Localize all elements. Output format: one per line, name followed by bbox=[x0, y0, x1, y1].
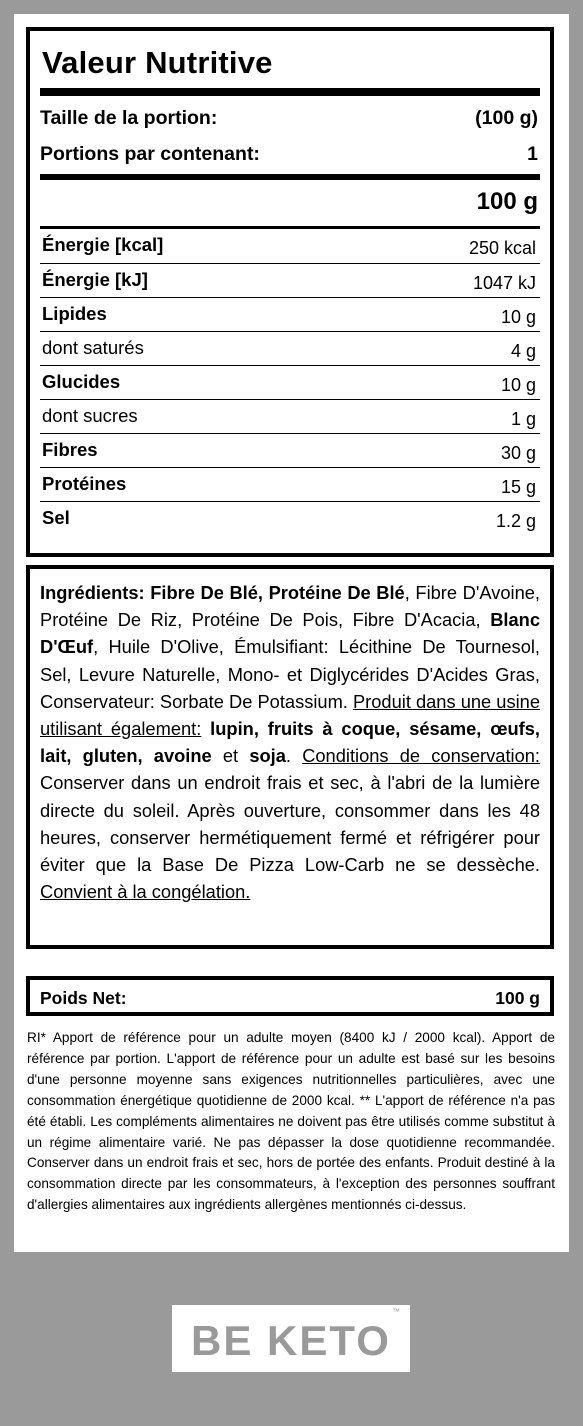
nutrient-value: 30 g bbox=[500, 443, 536, 463]
trademark-symbol: ™ bbox=[392, 1307, 400, 1316]
nutrient-label: Lipides bbox=[42, 303, 107, 324]
nutrient-value: 1 g bbox=[510, 409, 536, 429]
ingredients-segment: , Huile D'Olive, Émulsifiant: Lécithine De Tournesol, Sel, Levure Naturelle, Mono- et Diglycérides D'Acides Gras, Conservateur: Sorbate De Potassium. bbox=[40, 636, 540, 712]
allergen-text: Fibre De Blé, Protéine De Blé bbox=[150, 582, 405, 603]
net-weight-label: Poids Net: bbox=[40, 988, 127, 1008]
nutrient-label: Glucides bbox=[42, 371, 121, 392]
nutrient-row bbox=[40, 229, 540, 263]
nutrient-value: 1.2 g bbox=[495, 511, 536, 531]
storage-heading: Conditions de conservation: bbox=[302, 745, 541, 767]
serving-size-row bbox=[40, 107, 538, 130]
ingredients-segment: et bbox=[211, 745, 250, 767]
nutrient-label: dont sucres bbox=[42, 405, 138, 426]
ingredients-heading: Ingrédients: bbox=[40, 582, 145, 603]
ingredients-text bbox=[40, 579, 540, 905]
nutrient-row bbox=[40, 263, 540, 297]
nutrient-value: 250 kcal bbox=[468, 238, 536, 258]
brand-logo-text: BE KETO bbox=[191, 1317, 391, 1364]
nutrient-row bbox=[40, 297, 540, 331]
nutrient-label: dont saturés bbox=[42, 337, 144, 358]
serving-size-label: Taille de la portion: bbox=[40, 107, 218, 129]
nutrient-row bbox=[40, 433, 540, 467]
nutrient-value: 1047 kJ bbox=[472, 273, 536, 293]
ingredients-box bbox=[26, 565, 554, 949]
label-sheet bbox=[14, 14, 569, 1252]
nutrient-row bbox=[40, 399, 540, 433]
nutrient-label: Protéines bbox=[42, 473, 127, 494]
ingredients-segment: , Fibre D'Avoine, Protéine De Riz, Protéine De Pois, Fibre D'Acacia, bbox=[40, 582, 540, 631]
net-weight-value: 100 g bbox=[495, 988, 540, 1008]
net-weight-box bbox=[26, 976, 554, 1016]
nutrient-value: 10 g bbox=[500, 375, 536, 395]
nutrient-value: 15 g bbox=[500, 477, 536, 497]
serving-size-value: (100 g) bbox=[475, 107, 538, 129]
brand-logo bbox=[172, 1305, 410, 1372]
allergen-text: soja bbox=[249, 745, 286, 767]
nutrition-title: Valeur Nutritive bbox=[42, 45, 273, 80]
nutrient-label: Énergie [kcal] bbox=[42, 234, 164, 255]
storage-text: Conserver dans un endroit frais et sec, à l'abri de la lumière directe du soleil. Après ouverture, consommer dans les 48 heures, conserver hermétiquement fermé et réfrigérer pour éviter que la Base De Pizza Low-Carb ne se dessèche. bbox=[40, 772, 540, 876]
servings-label: Portions par contenant: bbox=[40, 143, 260, 165]
divider-thick bbox=[40, 88, 540, 96]
servings-value: 1 bbox=[527, 143, 538, 165]
divider-thick bbox=[40, 174, 540, 180]
nutrient-row bbox=[40, 331, 540, 365]
freezing-notice: Convient à la congélation. bbox=[40, 881, 251, 903]
nutrient-row bbox=[40, 467, 540, 501]
allergen-list: lupin, fruits à coque, sésame, œufs, lait, gluten, avoine bbox=[40, 718, 540, 767]
nutrition-facts-box bbox=[26, 27, 554, 557]
nutrient-label: Énergie [kJ] bbox=[42, 269, 148, 290]
servings-row bbox=[40, 143, 538, 166]
reference-intake-note: RI* Apport de référence pour un adulte moyen (8400 kJ / 2000 kcal). Apport de référence par portion. L'apport de référence pour un adulte est basé sur les besoins d'une personne moyenne sans exigences nutritionnelles particulières, avec une consommation énergétique quotidienne de 2000 kcal. ** L'apport de référence n'a pas été établi. Les compléments alimentaires ne doivent pas être utilisés comme substitut à un régime alimentaire varié. Ne pas dépasser la dose quotidienne recommandée. Conserver dans un endroit frais et sec, hors de portée des enfants. Produit destiné à la consommation directe par les consommateurs, à l'exception des personnes souffrant d'allergies alimentaires aux ingrédients allergènes mentionnés ci-dessus. bbox=[27, 1030, 555, 1213]
ingredients-segment: . bbox=[285, 745, 303, 767]
nutrient-value: 10 g bbox=[500, 307, 536, 327]
factory-notice: Produit dans une usine utilisant également: bbox=[40, 690, 540, 740]
nutrient-row bbox=[40, 501, 540, 535]
nutrient-label: Sel bbox=[42, 507, 70, 528]
nutrient-value: 4 g bbox=[510, 341, 536, 361]
nutrient-row bbox=[40, 365, 540, 399]
column-header: 100 g bbox=[476, 188, 538, 215]
nutrient-label: Fibres bbox=[42, 439, 98, 460]
allergen-text: Blanc D'Œuf bbox=[40, 609, 540, 658]
